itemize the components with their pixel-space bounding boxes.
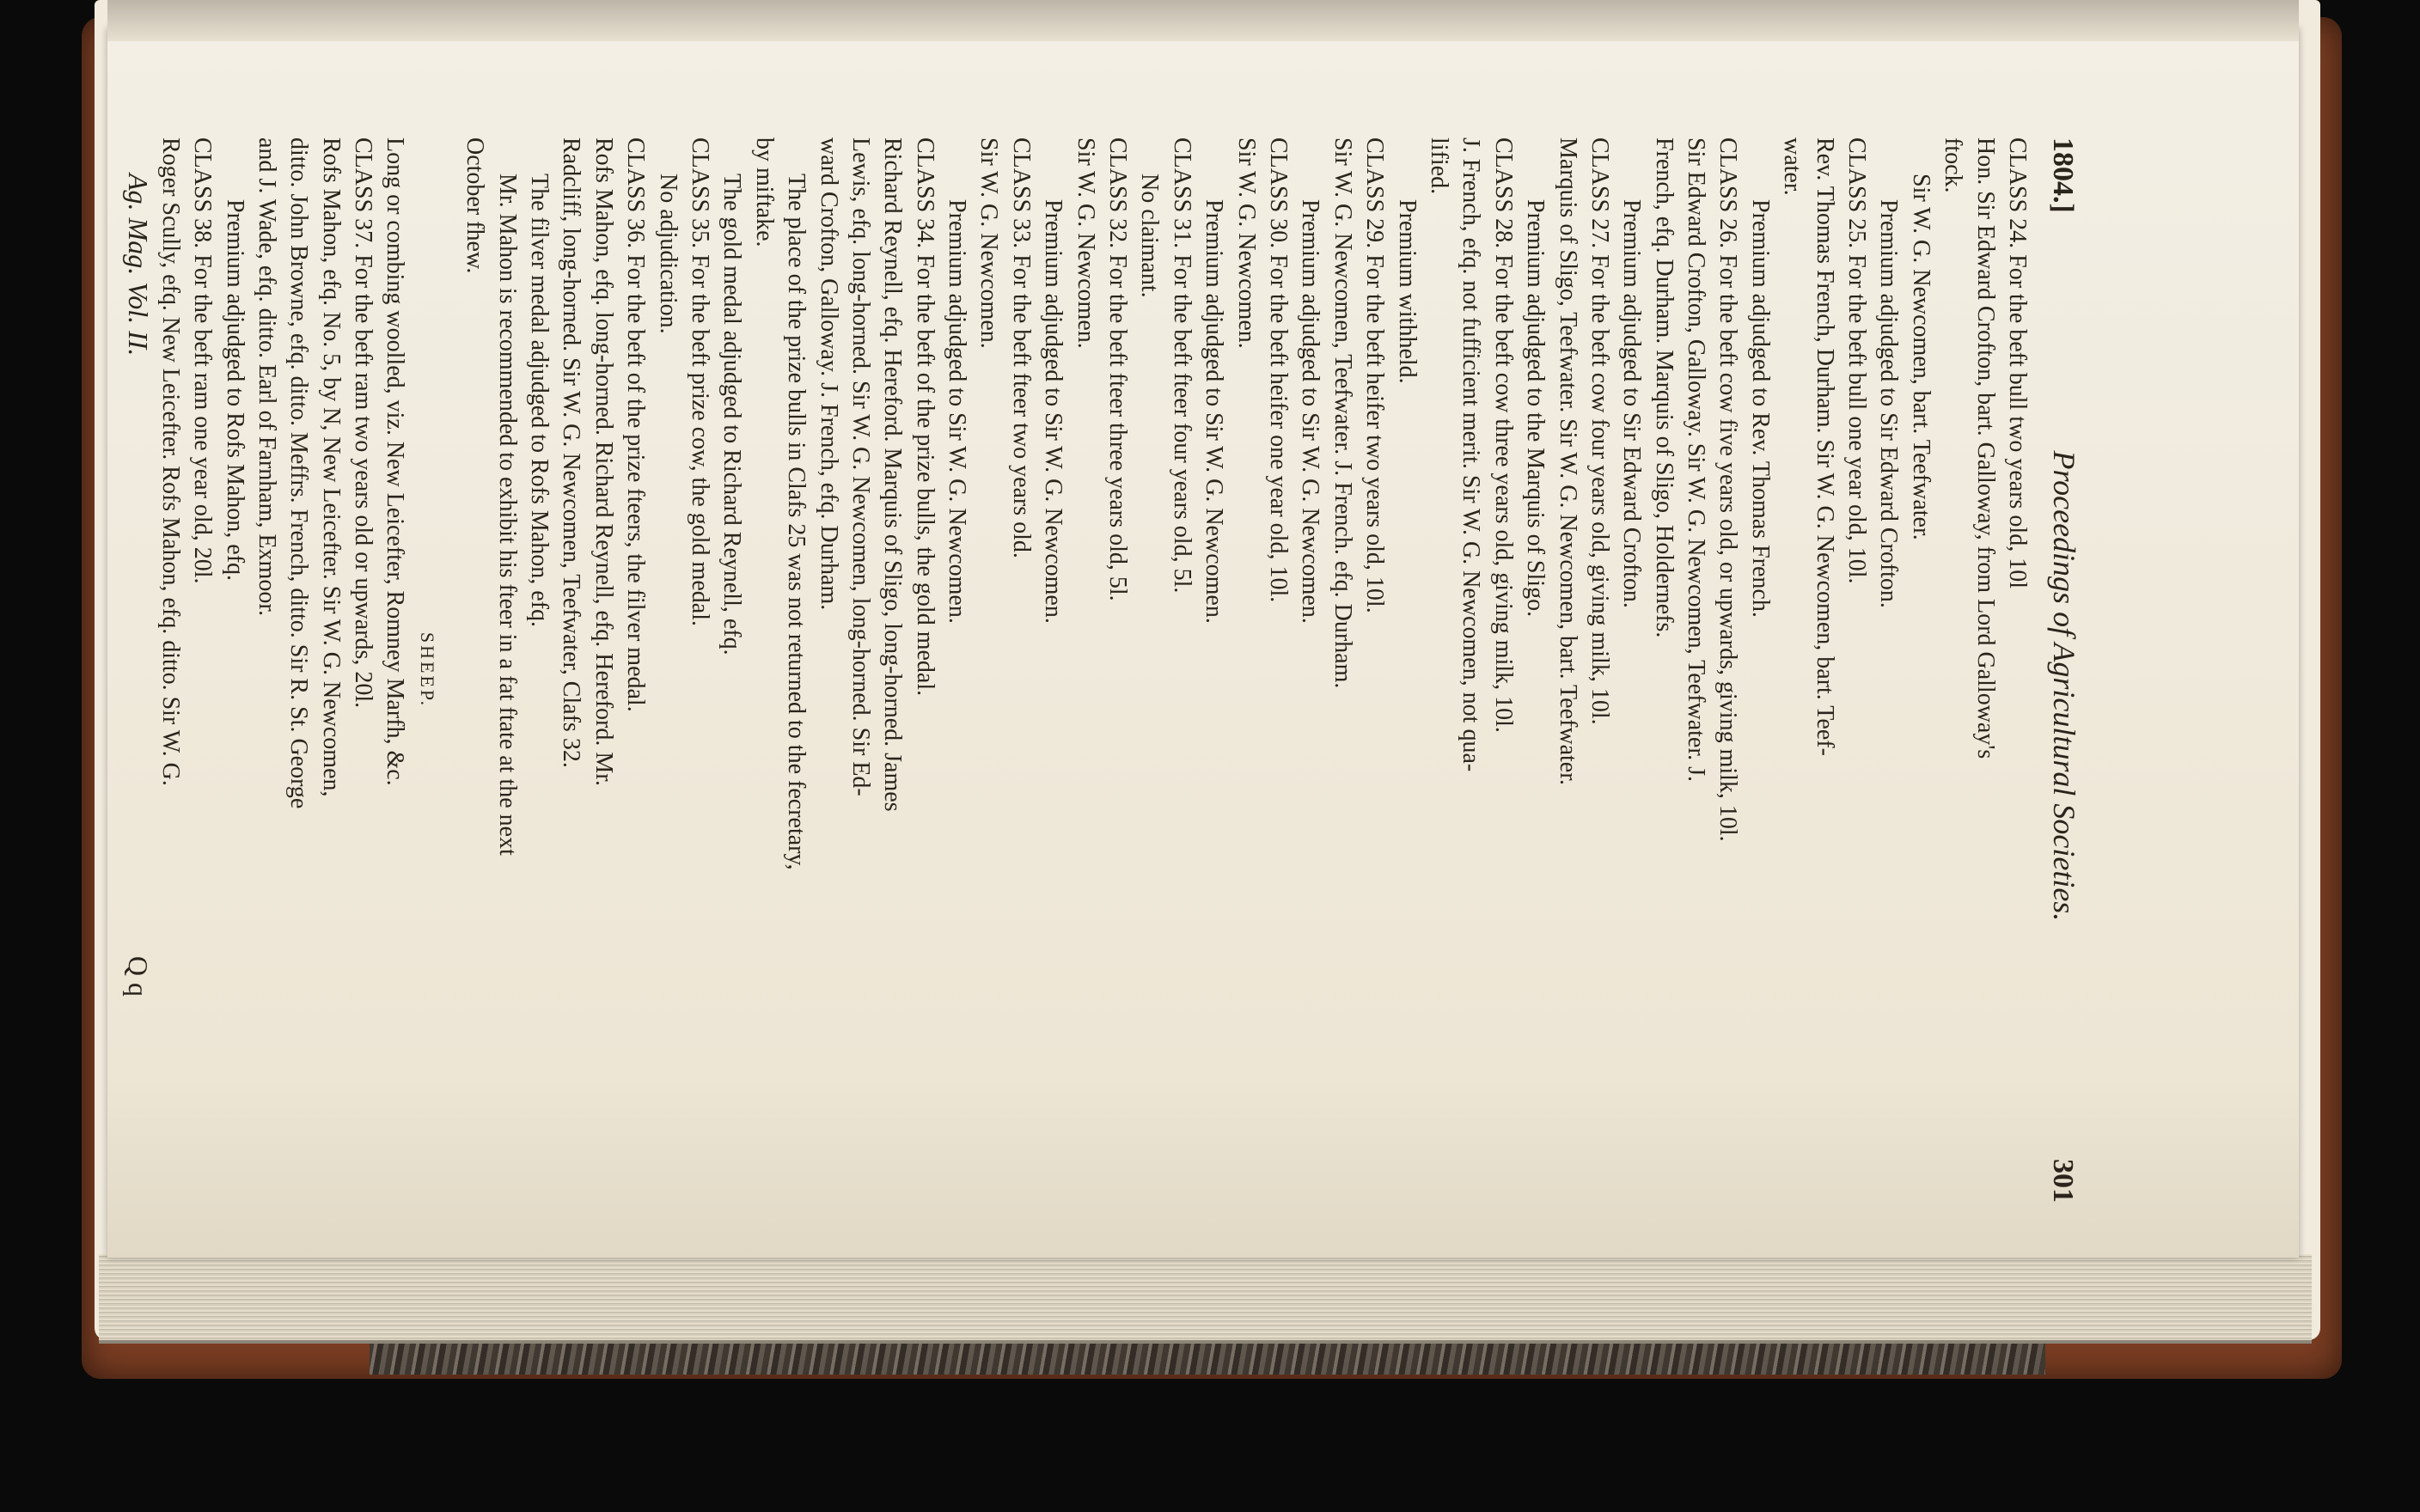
text-line: The gold medal adjudged to Richard Reynell, efq.	[718, 174, 746, 655]
text-line: Sir W. G. Newcomen, Teefwater. J. French. efq. Durham.	[1329, 137, 1356, 689]
page-number: 301	[2047, 1159, 2079, 1203]
text-line: Sir W. G. Newcomen, bart. Teefwater.	[1907, 174, 1934, 540]
printed-page-text	[123, 137, 2081, 1203]
text-line: CLASS 25. For the beft bull one year old, 10l.	[1843, 137, 1871, 584]
text-line: Premium adjudged to Sir Edward Crofton.	[1618, 199, 1646, 608]
running-head-title: Proceedings of Agricultural Societies.	[2047, 450, 2081, 922]
text-line: CLASS 28. For the beft cow three years old, giving milk, 10l.	[1489, 137, 1517, 733]
text-line: Lewis, efq. long-horned. Sir W. G. Newcomen, long-horned. Sir Ed-	[846, 137, 874, 796]
text-line: Rofs Mahon, efq. No. 5, by N, New Leicefter. Sir W. G. Newcomen,	[317, 137, 345, 797]
text-line: CLASS 35. For the beft prize cow, the gold medal.	[686, 137, 713, 626]
text-line: No adjudication.	[654, 174, 681, 334]
text-line: CLASS 37. For the beft ram two years old or upwards, 20l.	[350, 137, 377, 709]
text-line: water.	[1779, 137, 1806, 196]
text-line: Roger Scully, efq. New Leicefter. Rofs Mahon, efq. ditto. Sir W. G.	[156, 137, 184, 786]
text-line: Rev. Thomas French, Durham. Sir W. G. Newcomen, bart. Teef-	[1811, 137, 1838, 756]
text-line: and J. Wade, efq. ditto. Earl of Farnham, Exmoor.	[253, 137, 280, 617]
footer-quire-mark: Q q	[123, 955, 155, 997]
text-line: The place of the prize bulls in Clafs 25 was not returned to the fecretary,	[783, 174, 810, 870]
text-line: Sir W. G. Newcomen.	[1072, 137, 1099, 349]
text-line: Premium adjudged to Sir W. G. Newcomen.	[1297, 199, 1324, 624]
text-line: CLASS 31. For the beft fteer four years old, 5l.	[1168, 137, 1195, 594]
text-line: CLASS 34. For the beft of the prize bulls, the gold medal.	[911, 137, 938, 697]
text-line: CLASS 33. For the beft fteer two years old.	[1007, 137, 1035, 558]
text-line: CLASS 36. For the beft of the prize fteers, the filver medal.	[622, 137, 650, 712]
text-line: Premium adjudged to Rev. Thomas French.	[1746, 199, 1774, 618]
text-line: CLASS 32. For the beft fteer three years old, 5l.	[1104, 137, 1132, 601]
text-line: Radcliff, long-horned. Sir W. G. Newcomen, Teefwater, Clafs 32.	[558, 137, 585, 768]
text-line: CLASS 29. For the beft heifer two years old, 10l.	[1361, 137, 1389, 613]
page-edges	[99, 1254, 2312, 1344]
text-line: CLASS 27. For the beft cow four years old, giving milk, 10l.	[1586, 137, 1613, 725]
text-line: Premium adjudged to Sir W. G. Newcomen.	[1040, 199, 1067, 624]
text-line: Premium adjudged to Sir W. G. Newcomen.	[944, 199, 971, 624]
section-heading-sheep: SHEEP.	[416, 631, 438, 709]
text-line: ward Crofton, Galloway. J. French, efq. Durham.	[815, 137, 842, 611]
text-line: October fhew.	[461, 137, 489, 274]
text-line: by miftake.	[750, 137, 778, 247]
text-line: Sir W. G. Newcomen.	[1232, 137, 1260, 349]
text-line: Premium withheld.	[1393, 199, 1421, 384]
text-line: Sir W. G. Newcomen.	[975, 137, 1003, 349]
text-line: Mr. Mahon is recommended to exhibit his fteer in a fat ftate at the next	[493, 174, 521, 856]
text-line: ditto. John Browne, efq. ditto. Meffrs. French, ditto. Sir R. St. George	[285, 137, 313, 809]
text-line: lified.	[1425, 137, 1452, 195]
gutter-shadow	[107, 0, 2299, 41]
page-footer	[122, 137, 154, 1203]
footer-signature: Ag. Mag. Vol. II.	[123, 174, 155, 357]
text-line: CLASS 24. For the beft bull two years old, 10l	[2004, 137, 2031, 588]
text-line: CLASS 38. For the beft ram one year old, 20l.	[189, 137, 217, 584]
text-line: Rofs Mahon, efq. long-horned. Richard Reynell, efq. Hereford. Mr.	[590, 137, 617, 787]
text-line: French, efq. Durham. Marquis of Sligo, Holdernefs.	[1650, 137, 1678, 638]
text-line: Premium adjudged to Sir Edward Crofton.	[1875, 199, 1903, 608]
text-line: No claimant.	[1136, 174, 1164, 298]
running-head	[2040, 137, 2080, 1203]
text-line: ftock.	[1940, 137, 1967, 193]
text-line: Hon. Sir Edward Crofton, bart. Galloway, from Lord Galloway's	[1971, 137, 1999, 759]
text-line: Marquis of Sligo, Teefwater. Sir W. G. Newcomen, bart. Teefwater.	[1554, 137, 1581, 785]
running-head-year: 1804.]	[2047, 137, 2079, 213]
text-line: Premium adjudged to Sir W. G. Newcomen.	[1201, 199, 1228, 624]
text-line: J. French, efq. not fufficient merit. Sir W. G. Newcomen, not qua-	[1458, 137, 1485, 772]
text-line: The filver medal adjudged to Rofs Mahon, efq.	[526, 174, 553, 627]
text-line: CLASS 26. For the beft cow five years old, or upwards, giving milk, 10l.	[1714, 137, 1742, 842]
text-line: Premium adjudged to the Marquis of Sligo.	[1522, 199, 1549, 618]
text-line: Long or combing woolled, viz. New Leicefter, Romney Marfh, &c.	[382, 137, 409, 786]
text-line: CLASS 30. For the beft heifer one year old, 10l.	[1265, 137, 1292, 603]
text-line: Richard Reynell, efq. Hereford. Marquis of Sligo, long-horned. James	[879, 137, 907, 812]
text-line: Premium adjudged to Rofs Mahon, efq.	[221, 199, 248, 582]
text-line: Sir Edward Crofton, Galloway. Sir W. G. Newcomen, Teefwater. J.	[1683, 137, 1710, 782]
